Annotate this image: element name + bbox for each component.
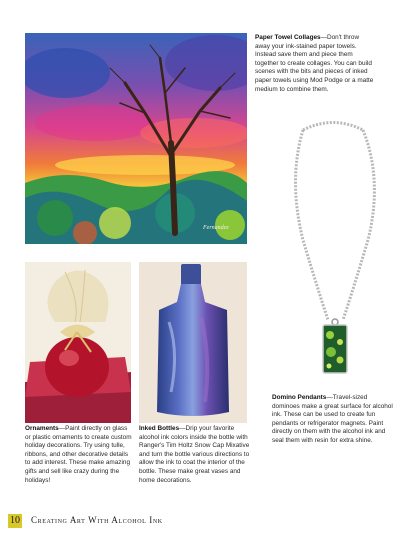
domino-caption: [272, 394, 394, 446]
bottles-body: —Drip your favorite alcohol ink colors inside the bottle with Ranger's Tim Holtz Snow Cap Mixative and turn the bottle various directions to allow the ink to coat the interior of the bottle. These make great vases and home decorations.: [139, 425, 250, 484]
tree-painting-art: [25, 33, 247, 244]
bottle-art: [139, 262, 247, 423]
paper-towel-caption: [255, 34, 375, 94]
paper-towel-title: Paper Towel Collages: [255, 34, 321, 41]
ornaments-caption: [25, 425, 133, 485]
page-number: 10: [10, 515, 20, 526]
domino-title: Domino Pendants: [272, 394, 327, 401]
book-title: Creating Art With Alcohol Ink: [31, 515, 163, 525]
ornaments-title: Ornaments: [25, 425, 59, 432]
bottles-title: Inked Bottles: [139, 425, 180, 432]
ornament-image: [25, 262, 131, 423]
paper-towel-body: —Don't throw away your ink-stained paper towels. Instead save them and piece them together to create collages. You can build scenes with the bits and pieces of inked paper towels using Mod Podge or a matte medium to combine them.: [255, 34, 374, 93]
pendant-necklace-art: [283, 120, 391, 390]
ornament-art: [25, 262, 131, 423]
domino-pendant-image: [283, 120, 391, 390]
tree-painting-image: [25, 33, 247, 244]
ornaments-body: —Paint directly on glass or plastic ornaments to create custom holiday decorations. Try using tulle, ribbons, and other decorative details to add interest. These make amazing gifts and sell like crazy during the holidays!: [25, 425, 132, 484]
inked-bottle-image: [139, 262, 247, 423]
painting-signature: Fernandez: [203, 225, 229, 231]
bottles-caption: [139, 425, 251, 485]
domino-body: —Travel-sized dominoes make a great surface for alcohol ink. These can be used to create fun pendants or refrigerator magnets. Paint directly on them with the alcohol ink and seal them with resin for extra shine.: [272, 394, 393, 444]
